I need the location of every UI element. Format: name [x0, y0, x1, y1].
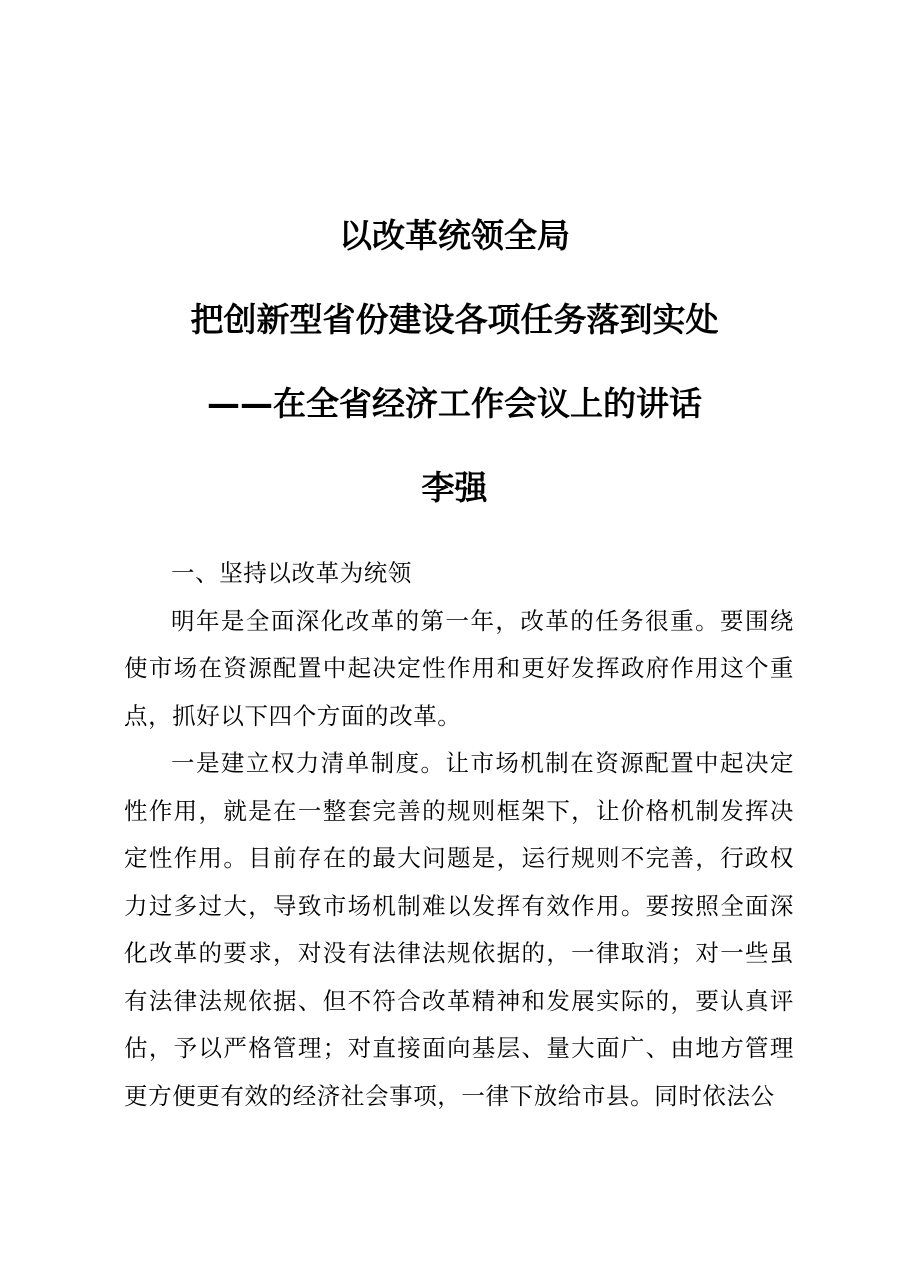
title-line-2: 把创新型省份建设各项任务落到实处 — [190, 300, 719, 339]
paragraph: 明年是全面深化改革的第一年，改革的任务很重。要围绕使市场在资源配置中起决定性作用和更好发挥政府作用这个重点，抓好以下四个方面的改革。 — [124, 606, 794, 730]
section-heading: 一、坚持以改革为统领 — [171, 559, 412, 587]
title-line-1: 以改革统领全局 — [339, 216, 570, 255]
author-name: 李强 — [421, 468, 488, 507]
body-text — [124, 550, 794, 1120]
paragraph: 一是建立权力清单制度。让市场机制在资源配置中起决定性作用，就是在一整套完善的规则框架下，让价格机制发挥决定性作用。目前存在的最大问题是，运行规则不完善，行政权力过多过大，导致市场机制难以发挥有效作用。要按照全面深化改革的要求，对没有法律法规依据的，一律取消；对一些虽有法律法规依据、但不符合改革精神和发展实际的，要认真评估，予以严格管理；对直接面向基层、量大面广、由地方管理更方便更有效的经济社会事项，一律下放给市县。同时依法公 — [124, 749, 794, 1110]
subtitle: ——在全省经济工作会议上的讲话 — [207, 384, 702, 423]
